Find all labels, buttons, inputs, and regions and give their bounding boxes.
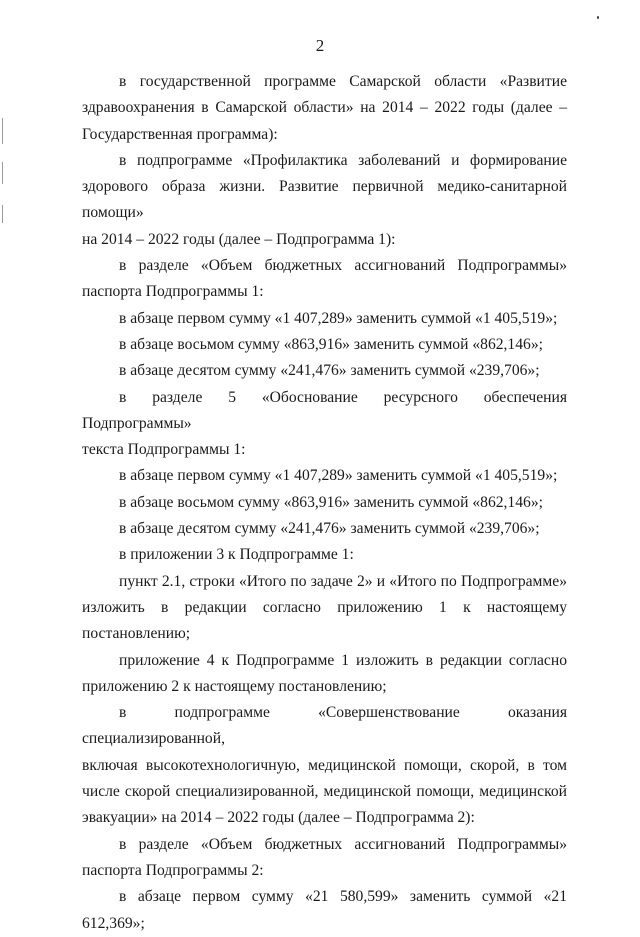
- scan-edge-mark: [2, 118, 3, 144]
- text-line: здорового образа жизни. Развитие первичной медико-санитарной помощи»: [82, 178, 567, 222]
- paragraph-budget-section-2: [82, 832, 567, 885]
- text-line: в абзаце восьмом сумму «863,916» заменить суммой «862,146»;: [119, 493, 543, 511]
- paragraph-amendment: [82, 884, 567, 937]
- scan-speck: [597, 16, 599, 19]
- text-line: эвакуации» на 2014 – 2022 годы (далее – Подпрограмма 2):: [82, 809, 475, 827]
- text-line: в государственной программе Самарской области «Развитие: [119, 73, 567, 90]
- text-line: в приложении 3 к Подпрограмме 1:: [119, 546, 354, 564]
- text-line: в абзаце десятом сумму «241,476» заменить суммой «239,706»;: [119, 520, 540, 538]
- text-line: текста Подпрограммы 1:: [82, 441, 246, 459]
- text-line: в абзаце первом сумму «1 407,289» заменить суммой «1 405,519»;: [119, 467, 558, 485]
- text-line: приложение 4 к Подпрограмме 1 изложить в редакции согласно: [119, 651, 567, 669]
- text-line: в абзаце первом сумму «21 580,599» заменить суммой «21 612,369»;: [82, 888, 567, 932]
- paragraph-section-5: [82, 385, 567, 464]
- text-line: в абзаце десятом сумму «241,476» заменить суммой «239,706»;: [119, 362, 540, 380]
- text-line: в подпрограмме «Совершенствование оказания специализированной,: [82, 704, 567, 748]
- document-body: [82, 69, 567, 937]
- text-line: здравоохранения в Самарской области» на 2014 – 2022 годы (далее –: [82, 99, 567, 117]
- text-line: приложению 2 к настоящему постановлению;: [82, 677, 387, 695]
- paragraph-appendix-3: [82, 542, 567, 568]
- text-line: в абзаце первом сумму «1 407,289» заменить суммой «1 405,519»;: [119, 309, 558, 327]
- paragraph-amendment: [82, 490, 567, 516]
- text-line: паспорта Подпрограммы 1:: [82, 283, 264, 301]
- paragraph-budget-section-1: [82, 253, 567, 306]
- page-number: 2: [315, 36, 325, 55]
- paragraph-appendix-4: [82, 648, 567, 701]
- text-line: включая высокотехнологичную, медицинской помощи, скорой, в том: [82, 756, 567, 774]
- paragraph-amendment: [82, 516, 567, 542]
- text-line: в разделе «Объем бюджетных ассигнований Подпрограммы»: [119, 257, 567, 275]
- paragraph-amendment: [82, 463, 567, 489]
- paragraph-item-2-1: [82, 569, 567, 648]
- text-line: числе скорой специализированной, медицинской помощи, медицинской: [82, 783, 567, 801]
- text-line: в подпрограмме «Профилактика заболеваний и формирование: [119, 151, 567, 169]
- scan-edge-mark: [2, 162, 3, 184]
- text-line: на 2014 – 2022 годы (далее – Подпрограмма 1):: [82, 230, 396, 248]
- paragraph-amendment: [82, 358, 567, 384]
- text-line: Государственная программа):: [82, 125, 278, 143]
- paragraph-subprogram-1: [82, 148, 567, 253]
- text-line: изложить в редакции согласно приложению 1 к настоящему: [82, 598, 567, 616]
- paragraph-amendment: [82, 332, 567, 358]
- text-line: пункт 2.1, строки «Итого по задаче 2» и «Итого по Подпрограмме»: [119, 572, 567, 590]
- text-line: в разделе 5 «Обоснование ресурсного обеспечения Подпрограммы»: [82, 388, 567, 432]
- text-line: паспорта Подпрограммы 2:: [82, 861, 264, 879]
- paragraph-state-program: [82, 69, 567, 148]
- text-line: в абзаце восьмом сумму «863,916» заменить суммой «862,146»;: [119, 335, 543, 353]
- text-line: в разделе «Объем бюджетных ассигнований Подпрограммы»: [119, 835, 567, 853]
- paragraph-subprogram-2: [82, 700, 567, 831]
- text-line: постановлению;: [82, 625, 191, 643]
- paragraph-amendment: [82, 306, 567, 332]
- scan-edge-mark: [2, 205, 3, 223]
